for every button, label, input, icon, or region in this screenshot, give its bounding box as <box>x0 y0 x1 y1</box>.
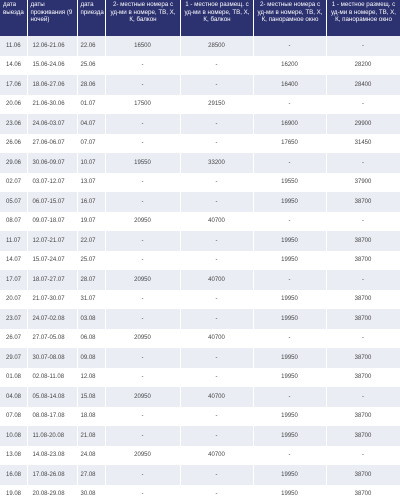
departure-cell: 10.08 <box>0 426 27 446</box>
price-double-balcony-cell: 20950 <box>105 270 180 290</box>
price-double-balcony-cell: - <box>105 192 180 212</box>
table-row <box>0 134 400 154</box>
price-single-balcony-cell: - <box>180 56 253 76</box>
departure-cell: 08.07 <box>0 212 27 232</box>
table-row <box>0 348 400 368</box>
price-double-balcony-cell: 20950 <box>105 446 180 466</box>
table-row <box>0 75 400 95</box>
price-double-panoramic-cell: 19950 <box>253 426 326 446</box>
departure-cell: 20.07 <box>0 290 27 310</box>
table-body <box>0 36 400 504</box>
price-double-panoramic-cell: 19950 <box>253 485 326 504</box>
price-double-balcony-cell: - <box>105 56 180 76</box>
stay-period-cell: 24.07-02.08 <box>27 309 77 329</box>
price-double-panoramic-cell: 19550 <box>253 173 326 193</box>
price-single-balcony-cell: 40700 <box>180 270 253 290</box>
price-single-panoramic-cell: 38700 <box>326 465 400 485</box>
price-single-balcony-cell: - <box>180 114 253 134</box>
price-single-panoramic-cell: 38700 <box>326 192 400 212</box>
departure-cell: 17.06 <box>0 75 27 95</box>
price-double-panoramic-cell: 16200 <box>253 56 326 76</box>
price-single-balcony-cell: - <box>180 251 253 271</box>
price-single-panoramic-cell: 38700 <box>326 290 400 310</box>
price-double-balcony-cell: - <box>105 114 180 134</box>
arrival-cell: 06.08 <box>77 329 105 349</box>
price-single-panoramic-cell: 38700 <box>326 348 400 368</box>
price-double-balcony-cell: - <box>105 309 180 329</box>
table-row <box>0 407 400 427</box>
price-single-panoramic-cell: 37900 <box>326 173 400 193</box>
price-double-panoramic-cell: 19950 <box>253 192 326 212</box>
price-single-balcony-cell: - <box>180 407 253 427</box>
arrival-cell: 10.07 <box>77 153 105 173</box>
arrival-cell: 12.08 <box>77 368 105 388</box>
price-double-balcony-cell: 20950 <box>105 387 180 407</box>
arrival-cell: 30.08 <box>77 485 105 504</box>
departure-cell: 04.08 <box>0 387 27 407</box>
price-single-panoramic-cell: - <box>326 153 400 173</box>
header-double-panoramic: 2- местные номера с уд-ми в номере, ТВ, Х, К, панорамное окно <box>253 0 326 36</box>
departure-cell: 01.08 <box>0 368 27 388</box>
arrival-cell: 03.08 <box>77 309 105 329</box>
departure-cell: 17.07 <box>0 270 27 290</box>
price-double-panoramic-cell: - <box>253 212 326 232</box>
price-single-balcony-cell: - <box>180 134 253 154</box>
price-single-panoramic-cell: - <box>326 36 400 56</box>
price-single-panoramic-cell: - <box>326 95 400 115</box>
price-double-balcony-cell: - <box>105 173 180 193</box>
departure-cell: 16.08 <box>0 465 27 485</box>
price-double-balcony-cell: - <box>105 251 180 271</box>
price-single-balcony-cell: - <box>180 465 253 485</box>
price-double-panoramic-cell: - <box>253 329 326 349</box>
price-single-panoramic-cell: 28400 <box>326 75 400 95</box>
departure-cell: 14.06 <box>0 56 27 76</box>
price-double-panoramic-cell: 19950 <box>253 251 326 271</box>
price-double-panoramic-cell: - <box>253 446 326 466</box>
departure-cell: 11.06 <box>0 36 27 56</box>
arrival-cell: 28.06 <box>77 75 105 95</box>
stay-period-cell: 21.06-30.06 <box>27 95 77 115</box>
stay-period-cell: 20.08-29.08 <box>27 485 77 504</box>
table-row <box>0 290 400 310</box>
arrival-cell: 31.07 <box>77 290 105 310</box>
price-single-panoramic-cell: 31450 <box>326 134 400 154</box>
departure-cell: 26.06 <box>0 134 27 154</box>
arrival-cell: 21.08 <box>77 426 105 446</box>
price-double-panoramic-cell: 19950 <box>253 348 326 368</box>
table-row <box>0 173 400 193</box>
price-double-balcony-cell: - <box>105 407 180 427</box>
price-double-balcony-cell: 16500 <box>105 36 180 56</box>
arrival-cell: 15.08 <box>77 387 105 407</box>
arrival-cell: 16.07 <box>77 192 105 212</box>
departure-cell: 29.07 <box>0 348 27 368</box>
arrival-cell: 18.08 <box>77 407 105 427</box>
price-double-balcony-cell: - <box>105 348 180 368</box>
table-row <box>0 95 400 115</box>
price-double-panoramic-cell: - <box>253 387 326 407</box>
stay-period-cell: 30.06-09.07 <box>27 153 77 173</box>
table-row <box>0 212 400 232</box>
stay-period-cell: 08.08-17.08 <box>27 407 77 427</box>
departure-cell: 29.06 <box>0 153 27 173</box>
price-double-panoramic-cell: - <box>253 153 326 173</box>
stay-period-cell: 06.07-15.07 <box>27 192 77 212</box>
departure-cell: 14.07 <box>0 251 27 271</box>
price-single-balcony-cell: 28500 <box>180 36 253 56</box>
price-single-balcony-cell: - <box>180 368 253 388</box>
arrival-cell: 25.06 <box>77 56 105 76</box>
arrival-cell: 28.07 <box>77 270 105 290</box>
price-single-balcony-cell: 40700 <box>180 387 253 407</box>
stay-period-cell: 27.07-05.08 <box>27 329 77 349</box>
price-double-balcony-cell: - <box>105 290 180 310</box>
price-double-panoramic-cell: - <box>253 36 326 56</box>
table-row <box>0 309 400 329</box>
stay-period-cell: 18.06-27.06 <box>27 75 77 95</box>
price-single-balcony-cell: - <box>180 485 253 504</box>
price-single-balcony-cell: 29150 <box>180 95 253 115</box>
stay-period-cell: 11.08-20.08 <box>27 426 77 446</box>
arrival-cell: 25.07 <box>77 251 105 271</box>
table-row <box>0 485 400 504</box>
price-single-panoramic-cell: 29900 <box>326 114 400 134</box>
arrival-cell: 04.07 <box>77 114 105 134</box>
table-row <box>0 36 400 56</box>
stay-period-cell: 21.07-30.07 <box>27 290 77 310</box>
departure-cell: 07.08 <box>0 407 27 427</box>
table-row <box>0 368 400 388</box>
table-row <box>0 56 400 76</box>
price-single-balcony-cell: - <box>180 426 253 446</box>
table-row <box>0 329 400 349</box>
stay-period-cell: 02.08-11.08 <box>27 368 77 388</box>
price-single-balcony-cell: - <box>180 290 253 310</box>
departure-cell: 05.07 <box>0 192 27 212</box>
price-double-balcony-cell: - <box>105 134 180 154</box>
header-departure-date: дата выезда <box>0 0 27 36</box>
price-single-panoramic-cell: 38700 <box>326 309 400 329</box>
price-double-panoramic-cell: 19950 <box>253 465 326 485</box>
price-single-balcony-cell: - <box>180 348 253 368</box>
price-double-panoramic-cell: - <box>253 270 326 290</box>
arrival-cell: 27.08 <box>77 465 105 485</box>
price-single-balcony-cell: 40700 <box>180 212 253 232</box>
stay-period-cell: 18.07-27.07 <box>27 270 77 290</box>
price-single-balcony-cell: 40700 <box>180 446 253 466</box>
price-single-balcony-cell: - <box>180 309 253 329</box>
price-single-panoramic-cell: - <box>326 329 400 349</box>
departure-cell: 26.07 <box>0 329 27 349</box>
price-double-balcony-cell: - <box>105 485 180 504</box>
stay-period-cell: 03.07-12.07 <box>27 173 77 193</box>
price-single-panoramic-cell: 38700 <box>326 426 400 446</box>
stay-period-cell: 12.07-21.07 <box>27 231 77 251</box>
price-double-panoramic-cell: 16900 <box>253 114 326 134</box>
arrival-cell: 07.07 <box>77 134 105 154</box>
arrival-cell: 19.07 <box>77 212 105 232</box>
header-single-panoramic: 1 - местное размещ. с уд-ми в номере, ТВ, Х, К, панорамное окно <box>326 0 400 36</box>
table-row <box>0 153 400 173</box>
stay-period-cell: 12.06-21.06 <box>27 36 77 56</box>
price-single-panoramic-cell: 28200 <box>326 56 400 76</box>
table-row <box>0 465 400 485</box>
price-double-balcony-cell: - <box>105 75 180 95</box>
price-double-panoramic-cell: 19950 <box>253 407 326 427</box>
price-double-balcony-cell: 17500 <box>105 95 180 115</box>
price-double-balcony-cell: - <box>105 368 180 388</box>
price-single-panoramic-cell: - <box>326 212 400 232</box>
price-double-balcony-cell: 20950 <box>105 329 180 349</box>
price-single-panoramic-cell: 38700 <box>326 368 400 388</box>
table-row <box>0 387 400 407</box>
price-single-balcony-cell: - <box>180 75 253 95</box>
header-arrival-date: дата приезда <box>77 0 105 36</box>
departure-cell: 23.07 <box>0 309 27 329</box>
departure-cell: 02.07 <box>0 173 27 193</box>
header-single-balcony: 1 - местное размещ. с уд-ми в номере, ТВ, Х, К, балкон <box>180 0 253 36</box>
stay-period-cell: 15.07-24.07 <box>27 251 77 271</box>
table-row <box>0 231 400 251</box>
price-single-balcony-cell: 40700 <box>180 329 253 349</box>
price-single-panoramic-cell: - <box>326 270 400 290</box>
stay-period-cell: 09.07-18.07 <box>27 212 77 232</box>
table-header-row <box>0 0 400 36</box>
price-double-balcony-cell: - <box>105 426 180 446</box>
departure-cell: 11.07 <box>0 231 27 251</box>
price-single-panoramic-cell: 38700 <box>326 407 400 427</box>
stay-period-cell: 14.08-23.08 <box>27 446 77 466</box>
table-row <box>0 270 400 290</box>
arrival-cell: 01.07 <box>77 95 105 115</box>
table-row <box>0 446 400 466</box>
price-single-panoramic-cell: - <box>326 446 400 466</box>
price-single-panoramic-cell: 38700 <box>326 231 400 251</box>
header-stay-dates: даты проживания (9 ночей) <box>27 0 77 36</box>
price-double-balcony-cell: - <box>105 231 180 251</box>
price-double-panoramic-cell: 16400 <box>253 75 326 95</box>
departure-cell: 13.08 <box>0 446 27 466</box>
price-single-panoramic-cell: 38700 <box>326 485 400 504</box>
price-double-panoramic-cell: 19950 <box>253 231 326 251</box>
departure-cell: 20.06 <box>0 95 27 115</box>
stay-period-cell: 05.08-14.08 <box>27 387 77 407</box>
price-double-balcony-cell: 19550 <box>105 153 180 173</box>
stay-period-cell: 24.06-03.07 <box>27 114 77 134</box>
price-single-panoramic-cell: - <box>326 387 400 407</box>
table-row <box>0 251 400 271</box>
price-double-balcony-cell: 20950 <box>105 212 180 232</box>
arrival-cell: 09.08 <box>77 348 105 368</box>
stay-period-cell: 27.06-06.07 <box>27 134 77 154</box>
arrival-cell: 13.07 <box>77 173 105 193</box>
price-double-panoramic-cell: 17650 <box>253 134 326 154</box>
table-row <box>0 192 400 212</box>
arrival-cell: 22.07 <box>77 231 105 251</box>
table-row <box>0 114 400 134</box>
header-double-balcony: 2- местные номера с уд-ми в номере, ТВ, Х, К, балкон <box>105 0 180 36</box>
price-single-balcony-cell: - <box>180 192 253 212</box>
stay-period-cell: 30.07-08.08 <box>27 348 77 368</box>
arrival-cell: 22.06 <box>77 36 105 56</box>
stay-period-cell: 17.08-26.08 <box>27 465 77 485</box>
price-single-balcony-cell: - <box>180 173 253 193</box>
departure-cell: 19.08 <box>0 485 27 504</box>
arrival-cell: 24.08 <box>77 446 105 466</box>
price-double-panoramic-cell: 19950 <box>253 309 326 329</box>
price-single-balcony-cell: - <box>180 231 253 251</box>
price-double-panoramic-cell: - <box>253 95 326 115</box>
price-single-balcony-cell: 33200 <box>180 153 253 173</box>
departure-cell: 23.06 <box>0 114 27 134</box>
price-double-balcony-cell: - <box>105 465 180 485</box>
price-double-panoramic-cell: 19950 <box>253 368 326 388</box>
price-single-panoramic-cell: 38700 <box>326 251 400 271</box>
stay-period-cell: 15.06-24.06 <box>27 56 77 76</box>
price-double-panoramic-cell: 19950 <box>253 290 326 310</box>
